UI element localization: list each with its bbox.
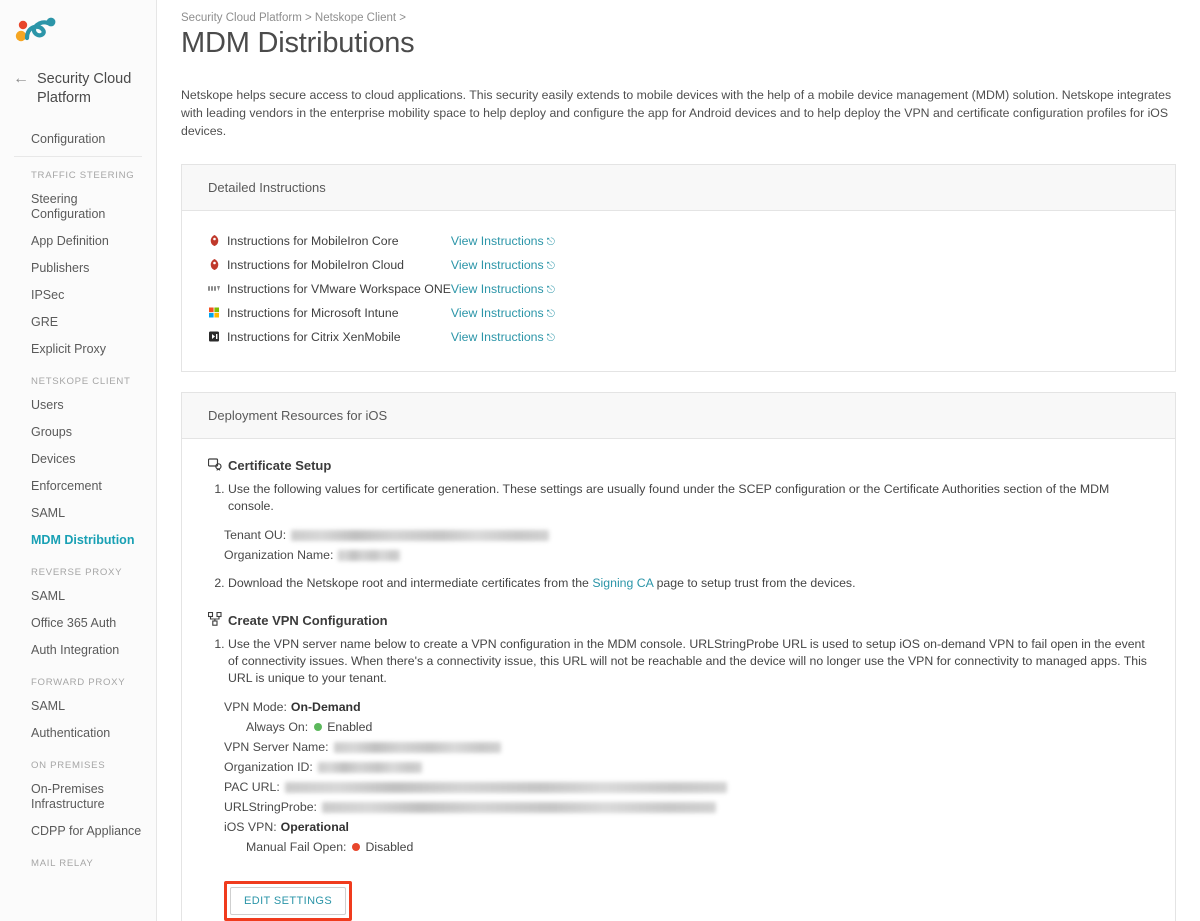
sidebar-nav-top xyxy=(0,126,156,153)
page-content xyxy=(157,0,1200,921)
organization-id-row xyxy=(224,757,1149,777)
table-row xyxy=(208,277,555,301)
certificate-setup-heading: Certificate Setup xyxy=(208,457,1149,474)
instruction-label: Instructions for MobileIron Core xyxy=(227,234,399,248)
urlstringprobe-row xyxy=(224,797,1149,817)
panel-title-deployment-resources: Deployment Resources for iOS xyxy=(182,393,1175,439)
detailed-instructions-panel xyxy=(181,164,1176,372)
certificate-steps-2 xyxy=(208,575,1149,592)
sidebar-item-users[interactable]: Users xyxy=(31,398,64,412)
main-content xyxy=(157,0,1200,921)
table-row xyxy=(208,229,555,253)
vpn-server-name-row xyxy=(224,737,1149,757)
external-link-icon: ⎋ xyxy=(546,332,555,344)
view-instructions-link[interactable]: View Instructions ⎋ xyxy=(450,330,555,344)
view-instructions-link[interactable]: View Instructions ⎋ xyxy=(450,234,555,248)
sidebar-section-netskope-client: NETSKOPE CLIENT xyxy=(31,376,131,387)
mobileiron-icon xyxy=(208,234,221,247)
certificate-icon xyxy=(208,457,222,474)
organization-name-value-redacted xyxy=(338,550,400,561)
panel-title-detailed-instructions: Detailed Instructions xyxy=(182,165,1175,211)
external-link-icon: ⎋ xyxy=(546,284,555,296)
external-link-icon: ⎋ xyxy=(546,260,555,272)
instructions-table xyxy=(208,229,555,349)
sidebar-item-on-premises-infrastructure[interactable]: On-Premises Infrastructure xyxy=(31,782,105,811)
table-row xyxy=(208,301,555,325)
external-link-icon: ⎋ xyxy=(546,308,555,320)
deployment-resources-panel xyxy=(181,392,1176,921)
list-item xyxy=(228,575,1149,592)
pac-url-value-redacted xyxy=(285,782,727,793)
organization-name-row xyxy=(224,545,1149,565)
sidebar-item-groups[interactable]: Groups xyxy=(31,425,72,439)
table-row xyxy=(208,253,555,277)
sidebar-title: Security Cloud Platform xyxy=(37,71,132,106)
sidebar-item-publishers[interactable]: Publishers xyxy=(31,261,90,275)
sidebar-section-reverse-proxy: REVERSE PROXY xyxy=(31,567,123,578)
always-on-label: Always On: xyxy=(246,720,309,734)
table-row xyxy=(208,325,555,349)
create-vpn-configuration-heading: Create VPN Configuration xyxy=(208,612,1149,629)
signing-ca-link[interactable]: Signing CA xyxy=(592,576,654,590)
view-instructions-link[interactable]: View Instructions ⎋ xyxy=(450,282,555,296)
sidebar-item-office-365-auth[interactable]: Office 365 Auth xyxy=(31,616,117,630)
external-link-icon: ⎋ xyxy=(546,236,555,248)
sidebar-item-steering-configuration[interactable]: Steering Configuration xyxy=(31,192,106,221)
vpn-mode-label: VPN Mode: xyxy=(224,700,287,714)
vpn-mode-row xyxy=(224,697,1149,717)
tenant-ou-value-redacted xyxy=(291,530,549,541)
sidebar-item-cdpp-for-appliance[interactable]: CDPP for Appliance xyxy=(31,824,142,838)
signing-ca-pre-text: Download the Netskope root and intermediate certificates from the xyxy=(228,576,589,590)
sidebar-item-ipsec[interactable]: IPSec xyxy=(31,288,65,302)
sidebar-item-gre[interactable]: GRE xyxy=(31,315,59,329)
sidebar-item-saml-client[interactable]: SAML xyxy=(31,506,66,520)
netskope-logo xyxy=(13,14,61,44)
sidebar-item-authentication[interactable]: Authentication xyxy=(31,726,111,740)
urlstringprobe-value-redacted xyxy=(322,802,716,813)
organization-name-label: Organization Name: xyxy=(224,548,334,562)
logo-container[interactable] xyxy=(0,0,156,58)
sidebar-section-mail-relay: MAIL RELAY xyxy=(31,858,94,869)
vpn-mode-value: On-Demand xyxy=(290,700,361,714)
instruction-label: Instructions for MobileIron Cloud xyxy=(227,258,405,272)
sidebar-item-enforcement[interactable]: Enforcement xyxy=(31,479,102,493)
sidebar xyxy=(0,0,157,921)
tenant-ou-row xyxy=(224,525,1149,545)
view-instructions-link[interactable]: View Instructions ⎋ xyxy=(450,258,555,272)
sidebar-section-traffic-steering: TRAFFIC STEERING xyxy=(31,170,135,181)
vpn-server-name-value-redacted xyxy=(334,742,501,753)
edit-settings-button[interactable]: EDIT SETTINGS xyxy=(230,887,346,915)
sidebar-item-saml-reverse-proxy[interactable]: SAML xyxy=(31,589,66,603)
microsoft-icon xyxy=(208,306,221,319)
status-dot-green xyxy=(314,723,322,731)
tenant-ou-label: Tenant OU: xyxy=(224,528,287,542)
mobileiron-icon xyxy=(208,258,221,271)
arrow-left-icon: ← xyxy=(13,70,29,87)
deployment-resources-body xyxy=(182,439,1175,921)
vmware-icon xyxy=(208,282,221,295)
organization-id-value-redacted xyxy=(318,762,422,773)
pac-url-label: PAC URL: xyxy=(224,780,280,794)
sidebar-item-auth-integration[interactable]: Auth Integration xyxy=(31,643,120,657)
manual-fail-open-label: Manual Fail Open: xyxy=(246,840,347,854)
status-badge-always-on: Enabled xyxy=(314,717,372,737)
instruction-label: Instructions for Microsoft Intune xyxy=(227,306,399,320)
urlstringprobe-label: URLStringProbe: xyxy=(224,800,317,814)
breadcrumb[interactable]: Security Cloud Platform > Netskope Client > xyxy=(181,12,406,24)
list-item: 1. Use the VPN server name below to create a VPN configuration in the MDM console. URLStringProbe URL is used to setup iOS on-demand VPN to fail open in the event of connectivity issues. When there's a connectivity issue, this URL will not be reachable and the device will no longer use the VPN for connectivity to managed apps. This URL is unique to your tenant. xyxy=(228,636,1149,687)
certificate-values xyxy=(224,525,1149,565)
sidebar-item-saml-forward-proxy[interactable]: SAML xyxy=(31,699,66,713)
list-item: 1. Use the following values for certificate generation. These settings are usually found under the SCEP configuration or the Certificate Authorities section of the MDM console. xyxy=(228,481,1149,515)
pac-url-row xyxy=(224,777,1149,797)
page-title: MDM Distributions xyxy=(181,27,415,59)
citrix-icon xyxy=(208,330,221,343)
vpn-steps xyxy=(208,636,1149,687)
vpn-server-name-label: VPN Server Name: xyxy=(224,740,329,754)
sidebar-section-on-premises: ON PREMISES xyxy=(31,760,106,771)
sidebar-item-devices[interactable]: Devices xyxy=(31,452,76,466)
view-instructions-link[interactable]: View Instructions ⎋ xyxy=(450,306,555,320)
vpn-values xyxy=(224,697,1149,857)
edit-settings-highlight xyxy=(224,881,352,921)
always-on-row xyxy=(224,717,1149,737)
status-dot-red xyxy=(352,843,360,851)
status-badge-manual-fail-open: Disabled xyxy=(352,837,413,857)
sidebar-item-explicit-proxy[interactable]: Explicit Proxy xyxy=(31,342,107,356)
detailed-instructions-body xyxy=(182,211,1175,371)
sidebar-back-row[interactable] xyxy=(0,58,156,112)
ios-vpn-value: Operational xyxy=(280,820,349,834)
sidebar-item-mdm-distribution[interactable]: MDM Distribution xyxy=(31,533,135,547)
instruction-label: Instructions for Citrix XenMobile xyxy=(227,330,401,344)
instruction-label: Instructions for VMware Workspace ONE xyxy=(227,282,451,296)
certificate-steps xyxy=(208,481,1149,515)
sidebar-section-forward-proxy: FORWARD PROXY xyxy=(31,677,126,688)
page-intro-text: Netskope helps secure access to cloud applications. This security easily extends to mobile devices with the help of a mobile device management (MDM) solution. Netskope integrates with leading vendors in the enterprise mobility space to help deploy and configure the app for Android devices and to help deploy the VPN and certificate configuration profiles for iOS devices. xyxy=(181,88,1172,138)
ios-vpn-label: iOS VPN: xyxy=(224,820,277,834)
organization-id-label: Organization ID: xyxy=(224,760,313,774)
ios-vpn-row xyxy=(224,817,1149,837)
manual-fail-open-row xyxy=(224,837,1149,857)
signing-ca-post-text: page to setup trust from the devices. xyxy=(656,576,856,590)
sidebar-item-app-definition[interactable]: App Definition xyxy=(31,234,109,248)
vpn-network-icon xyxy=(208,612,222,629)
sidebar-item-configuration[interactable]: Configuration xyxy=(31,132,106,146)
